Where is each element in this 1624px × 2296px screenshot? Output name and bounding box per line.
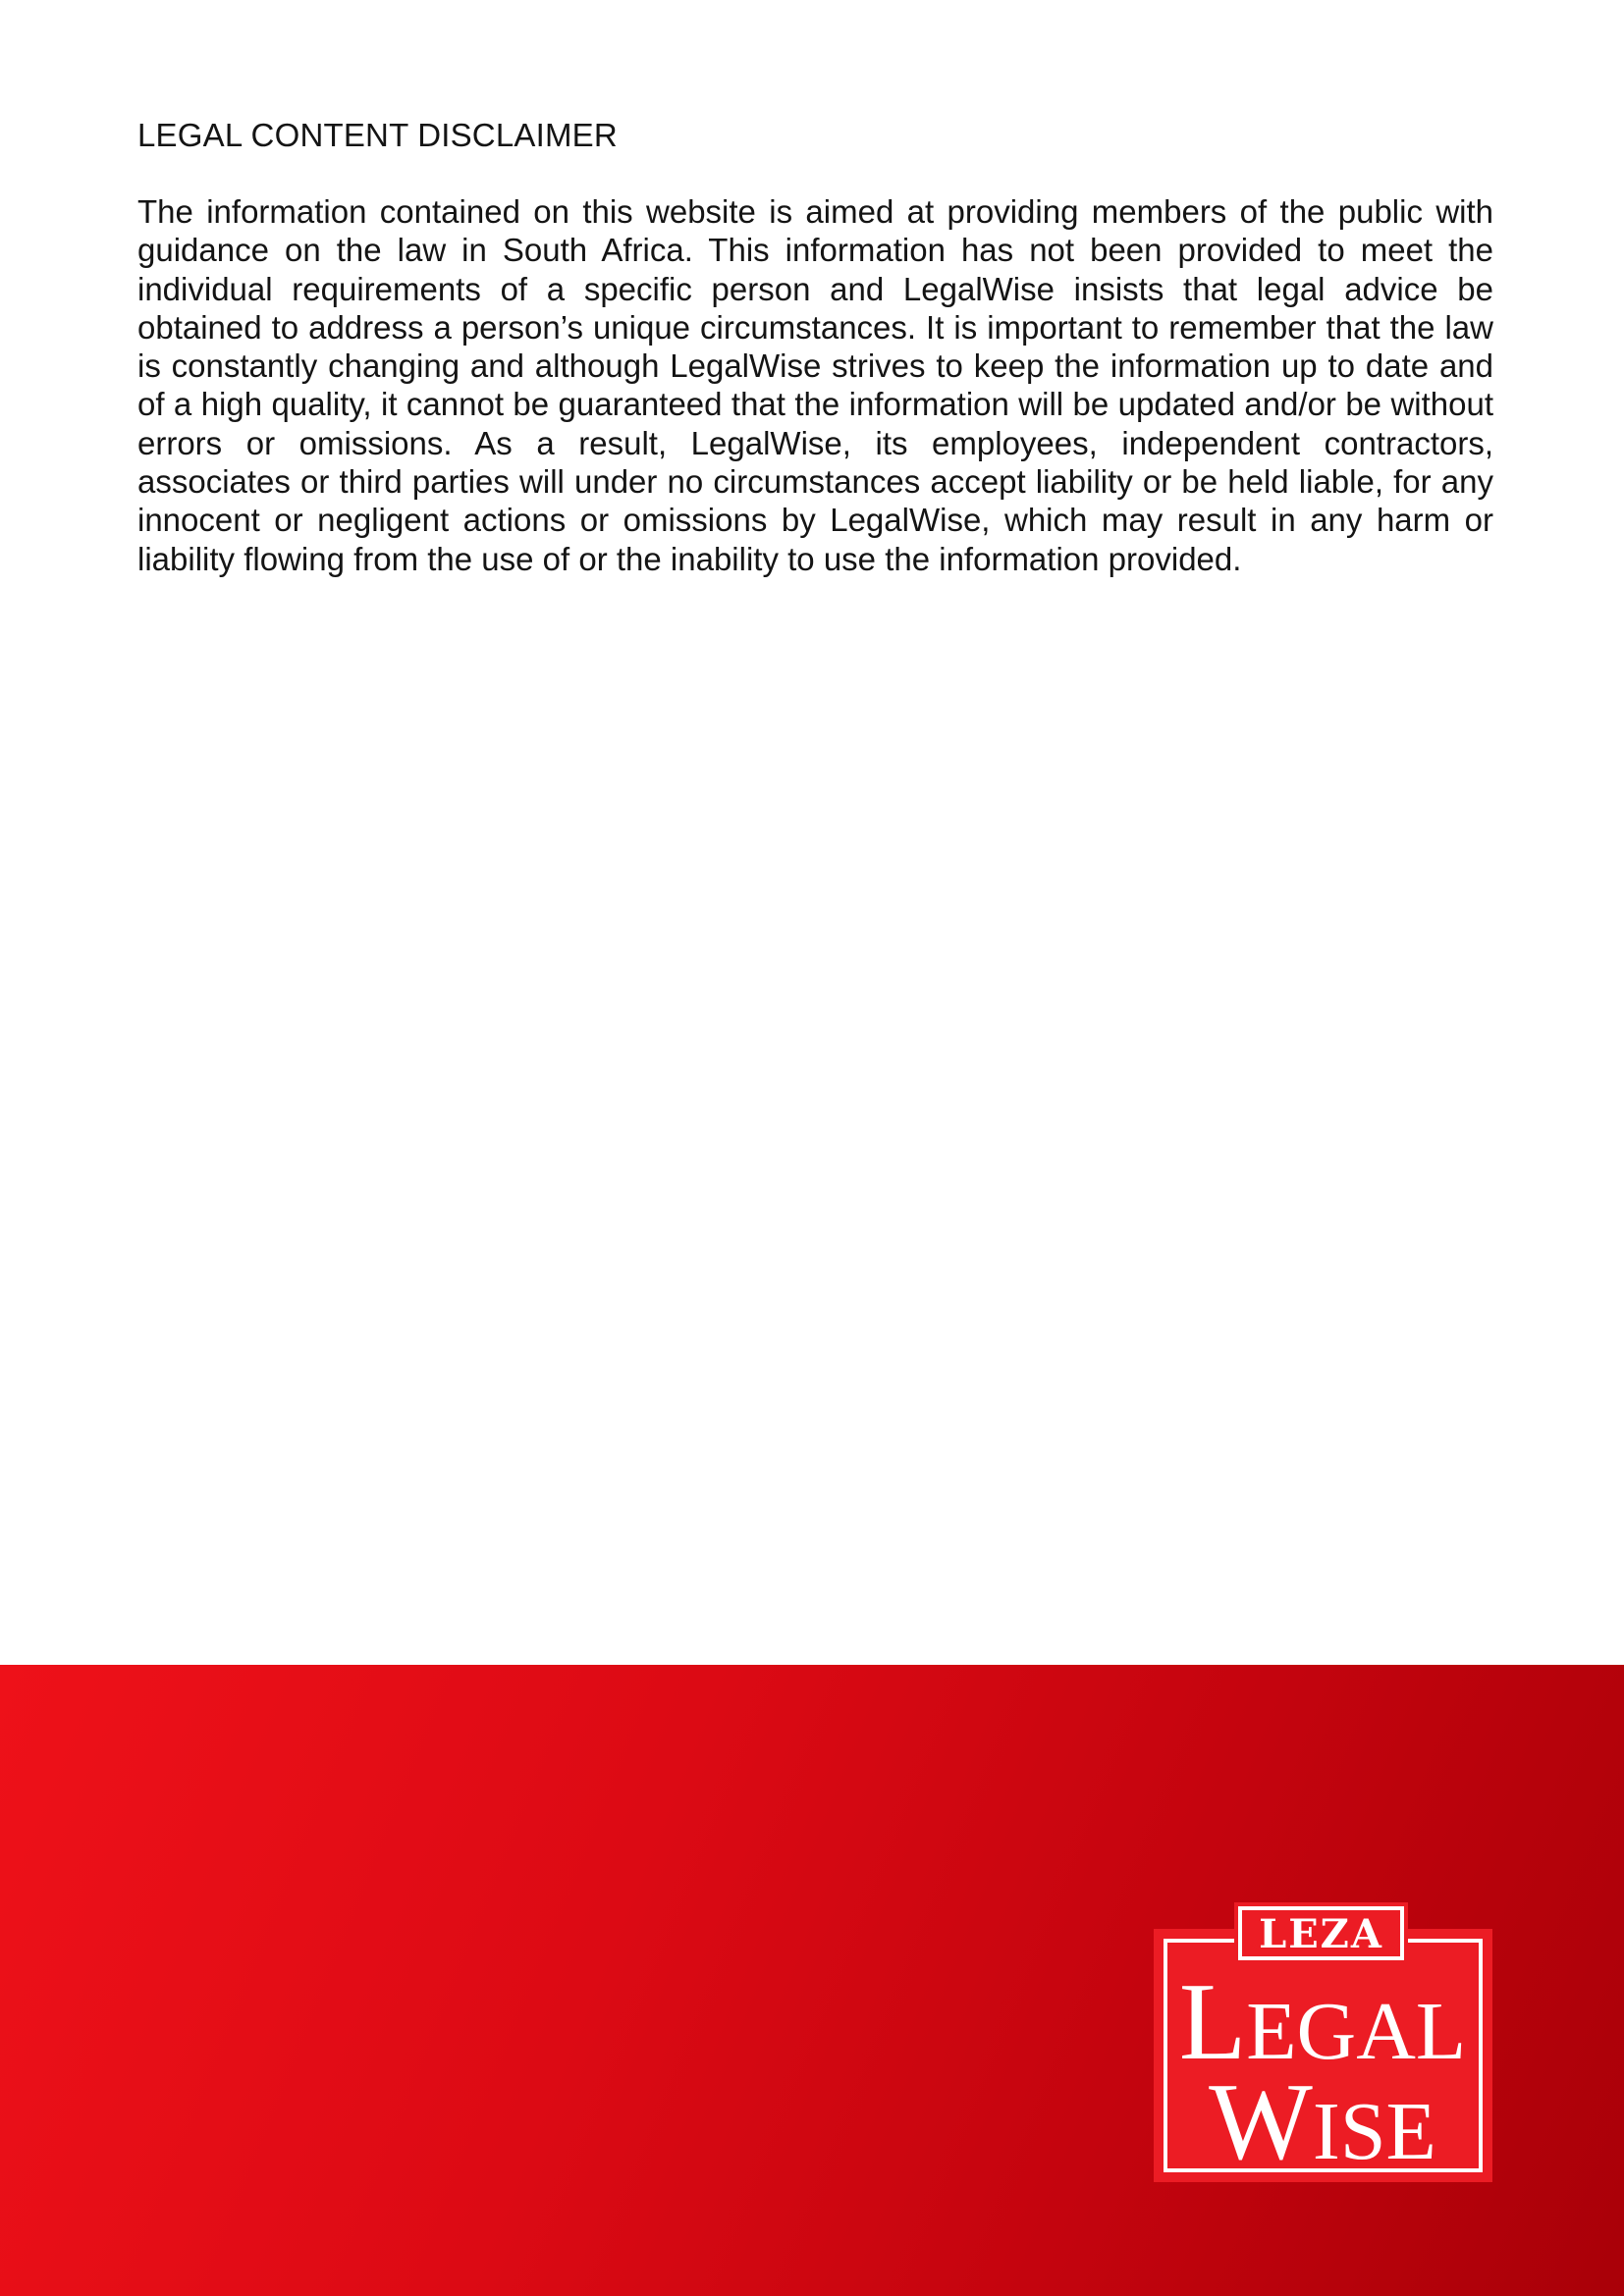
logo-line1-rest: EGAL (1246, 1986, 1467, 2077)
logo-top-text: LEZA (1259, 1911, 1383, 1957)
disclaimer-heading: LEGAL CONTENT DISCLAIMER (137, 117, 618, 153)
logo-line2-cap: W (1209, 2061, 1313, 2182)
disclaimer-section (137, 116, 1493, 578)
logo-line1-cap: L (1178, 1961, 1247, 2083)
disclaimer-body: The information contained on this website is aimed at providing members of the public with guidance on the law in South Africa. This information has not been provided to meet the individual requirements of a specific person and LegalWise insists that legal advice be obtained to address a person’s unique circumstances. It is important to remember that the law is constantly changing and although LegalWise strives to keep the information up to date and of a high quality, it cannot be guaranteed that the information will be updated and/or be without errors or omissions. As a result, LegalWise, its employees, independent contractors, associates or third parties will under no circumstances accept liability or be held liable, for any innocent or negligent actions or omissions by LegalWise, which may result in any harm or liability flowing from the use of or the inability to use the information provided. (137, 193, 1493, 577)
logo-line2-rest: ISE (1312, 2086, 1436, 2177)
legalwise-logo (1154, 1901, 1492, 2182)
